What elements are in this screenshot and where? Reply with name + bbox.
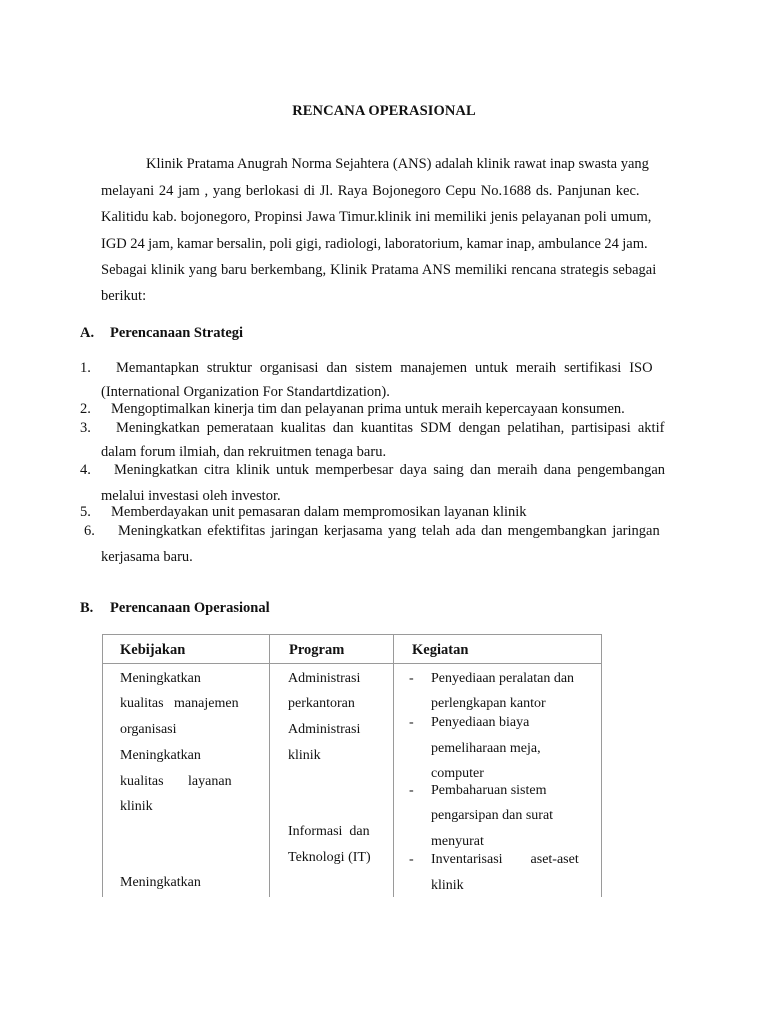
intro-line: Sebagai klinik yang baru berkembang, Klinik Pratama ANS memiliki rencana strategis sebagai — [101, 262, 657, 278]
list-item-text: dalam forum ilmiah, dan rekruitmen tenaga baru. — [101, 444, 387, 460]
intro-line: Klinik Pratama Anugrah Norma Sejahtera (ANS) adalah klinik rawat inap swasta yang — [146, 156, 649, 172]
list-item-text: (International Organization For Standartdization). — [101, 384, 390, 400]
table-column-divider — [393, 635, 394, 897]
table-cell: kualitas manajemen — [120, 696, 239, 711]
table-cell: Meningkatkan — [120, 875, 201, 890]
table-cell: Meningkatkan — [120, 671, 201, 686]
intro-line: IGD 24 jam, kamar bersalin, poli gigi, radiologi, laboratorium, kamar inap, ambulance 24 jam. — [101, 236, 648, 252]
bullet-dash: - — [409, 671, 414, 686]
table-cell: pemeliharaan meja, — [431, 741, 541, 756]
table-cell: Penyediaan biaya — [431, 715, 530, 730]
section-a-letter: A. — [80, 325, 95, 341]
intro-line: melayani 24 jam , yang berlokasi di Jl. Raya Bojonegoro Cepu No.1688 ds. Panjunan kec. — [101, 183, 640, 199]
list-item-number: 6. — [84, 523, 95, 539]
table-cell: pengarsipan dan surat — [431, 808, 554, 823]
intro-line: berikut: — [101, 288, 147, 304]
list-item-text: Meningkatkan pemerataan kualitas dan kuantitas SDM dengan pelatihan, partisipasi aktif — [116, 420, 665, 436]
list-item-number: 1. — [80, 360, 91, 376]
table-cell: perkantoran — [288, 696, 355, 711]
table-cell: Meningkatkan — [120, 748, 201, 763]
table-cell: organisasi — [120, 722, 177, 737]
table-cell: klinik — [120, 799, 153, 814]
table-cell: klinik — [431, 878, 464, 893]
list-item-number: 2. — [80, 401, 91, 417]
table-cell: Pembaharuan sistem — [431, 783, 547, 798]
bullet-dash: - — [409, 783, 414, 798]
list-item-text: kerjasama baru. — [101, 549, 193, 565]
intro-line: Kalitidu kab. bojonegoro, Propinsi Jawa Timur.klinik ini memiliki jenis pelayanan poli umum, — [101, 209, 652, 225]
section-b-heading: Perencanaan Operasional — [110, 600, 270, 616]
section-b-letter: B. — [80, 600, 94, 616]
list-item-number: 3. — [80, 420, 91, 436]
table-cell: perlengkapan kantor — [431, 696, 546, 711]
table-cell: Inventarisasi aset-aset — [431, 852, 579, 867]
list-item-text: melalui investasi oleh investor. — [101, 488, 281, 504]
table-header-divider — [103, 663, 601, 664]
table-cell: klinik — [288, 748, 321, 763]
table-cell: kualitas layanan — [120, 774, 232, 789]
section-a-heading: Perencanaan Strategi — [110, 325, 244, 341]
table-column-divider — [269, 635, 270, 897]
list-item-text: Memantapkan struktur organisasi dan sistem manajemen untuk meraih sertifikasi ISO — [116, 360, 653, 376]
list-item-text: Meningkatkan citra klinik untuk memperbesar daya saing dan meraih dana pengembangan — [114, 462, 666, 478]
page-title: RENCANA OPERASIONAL — [292, 103, 476, 119]
table-header-kebijakan: Kebijakan — [120, 642, 186, 658]
table-cell: Teknologi (IT) — [288, 850, 371, 865]
bullet-dash: - — [409, 715, 414, 730]
table-header-kegiatan: Kegiatan — [412, 642, 469, 658]
list-item-text: Memberdayakan unit pemasaran dalam mempromosikan layanan klinik — [111, 504, 527, 520]
table-cell: menyurat — [431, 834, 484, 849]
list-item-text: Meningkatkan efektifitas jaringan kerjasama yang telah ada dan mengembangkan jaringan — [118, 523, 660, 539]
table-cell: Administrasi — [288, 671, 361, 686]
bullet-dash: - — [409, 852, 414, 867]
table-cell: Administrasi — [288, 722, 361, 737]
table-cell: Informasi dan — [288, 824, 370, 839]
list-item-text: Mengoptimalkan kinerja tim dan pelayanan prima untuk meraih kepercayaan konsumen. — [111, 401, 625, 417]
list-item-number: 5. — [80, 504, 91, 520]
list-item-number: 4. — [80, 462, 91, 478]
operational-table — [102, 634, 602, 897]
table-header-program: Program — [289, 642, 345, 658]
table-cell: computer — [431, 766, 484, 781]
table-cell: Penyediaan peralatan dan — [431, 671, 575, 686]
